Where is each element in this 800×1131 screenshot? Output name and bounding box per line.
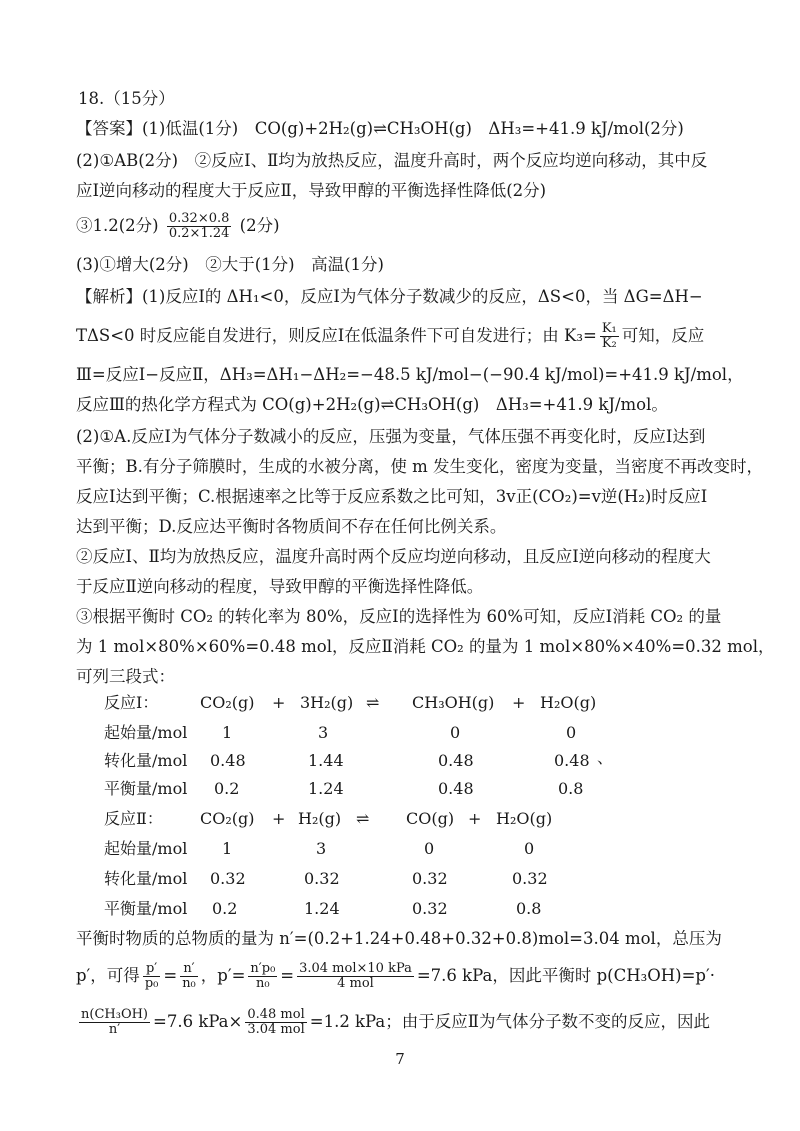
- stray-mark: 、: [597, 748, 614, 767]
- table2-cell: 1.24: [304, 899, 340, 918]
- analysis-line-11: ③根据平衡时 CO₂ 的转化率为 80%，反应Ⅰ的选择性为 60%可知，反应Ⅰ消耗 CO₂ 的量: [76, 607, 722, 626]
- table1-cell: 0.8: [558, 779, 584, 798]
- table1-cell: 0.48: [554, 751, 590, 770]
- table1-cell: 0.48: [210, 751, 246, 770]
- tail-2-a: p′，可得: [76, 966, 140, 985]
- frac-den: 3.04 mol: [247, 1022, 305, 1037]
- table1-row-label: 转化量/mol: [104, 751, 188, 770]
- table2-plus: +: [272, 809, 286, 828]
- table1-species: H₂O(g): [540, 693, 597, 712]
- table2-cell: 0.32: [210, 869, 246, 888]
- table1-plus: +: [272, 693, 286, 712]
- analysis-line-2: [76, 322, 730, 351]
- table1-row-label: 平衡量/mol: [104, 779, 188, 798]
- table2-cell: 0.2: [212, 899, 238, 918]
- analysis-line-10: 于反应Ⅱ逆向移动的程度，导致甲醇的平衡选择性降低。: [76, 577, 484, 596]
- answer-4-score: (2分): [239, 216, 280, 235]
- frac-num: n′: [180, 962, 198, 977]
- table1-row-label: 起始量/mol: [104, 723, 188, 742]
- table1-plus: +: [512, 693, 526, 712]
- frac-num: p′: [143, 962, 161, 977]
- table1-species: 3H₂(g): [300, 693, 354, 712]
- frac-den: n₀: [256, 976, 270, 991]
- frac-den: K₂: [601, 336, 617, 351]
- answer-line-1: 【答案】(1)低温(1分) CO(g)+2H₂(g)⇌CH₃OH(g) ΔH₃=+41.9 kJ/mol(2分): [76, 119, 684, 138]
- tail-2-e: =7.6 kPa，因此平衡时 p(CH₃OH)=p′·: [416, 966, 715, 985]
- tail-line-1: 平衡时物质的总物质的量为 n′=(0.2+1.24+0.48+0.32+0.8)mol=3.04 mol，总压为: [76, 929, 722, 948]
- answer-line-4: [76, 212, 730, 241]
- frac-den: n₀: [182, 976, 196, 991]
- frac-den: 0.2×1.24: [168, 226, 230, 241]
- tail-line-3: [76, 1008, 730, 1037]
- analysis-line-4: 反应Ⅲ的热化学方程式为 CO(g)+2H₂(g)⇌CH₃OH(g) ΔH₃=+41.9 kJ/mol。: [76, 395, 668, 414]
- table2-cell: 0.32: [412, 899, 448, 918]
- table2-cell: 0: [424, 839, 435, 858]
- table1-cell: 0: [450, 723, 461, 742]
- tail-3-a: =7.6 kPa×: [153, 1012, 243, 1031]
- table2-row-label: 转化量/mol: [104, 869, 188, 888]
- analysis-line-1: 【解析】(1)反应Ⅰ的 ΔH₁<0，反应Ⅰ为气体分子数减少的反应，ΔS<0，当 ΔG=ΔH−: [76, 287, 703, 306]
- table2-cell: 1: [222, 839, 233, 858]
- pressure-value-fraction: [297, 962, 414, 991]
- analysis-2-text: TΔS<0 时反应能自发进行，则反应Ⅰ在低温条件下可自发进行；由 K₃=: [76, 326, 597, 345]
- pressure-ratio-fraction: [143, 962, 161, 991]
- table2-cell: 0.32: [412, 869, 448, 888]
- table2-species: CO(g): [406, 809, 455, 828]
- tail-3-b: =1.2 kPa；由于反应Ⅱ为气体分子数不变的反应，因此: [309, 1012, 710, 1031]
- table1-cell: 0.48: [438, 779, 474, 798]
- frac-num: n′p₀: [250, 961, 276, 976]
- table2-species: H₂(g): [298, 809, 342, 828]
- table2-title: 反应Ⅱ：: [104, 809, 163, 828]
- frac-num: 0.32×0.8: [168, 211, 230, 226]
- frac-den: n′: [108, 1022, 121, 1037]
- table1-cell: 0.2: [214, 779, 240, 798]
- frac-num: 3.04 mol×10 kPa: [299, 961, 412, 976]
- table1-cell: 0: [566, 723, 577, 742]
- table2-plus: +: [468, 809, 482, 828]
- answer-line-5: (3)①增大(2分) ②大于(1分) 高温(1分): [76, 255, 384, 274]
- frac-num: n(CH₃OH): [81, 1007, 149, 1022]
- mole-ratio-fraction: [180, 962, 198, 991]
- table2-row-label: 平衡量/mol: [104, 899, 188, 918]
- analysis-line-13: 可列三段式：: [76, 667, 175, 686]
- tail-2-b: =: [163, 966, 178, 985]
- table1-cell: 1: [222, 723, 233, 742]
- table1-cell: 3: [318, 723, 329, 742]
- answer-4-text: ③1.2(2分): [76, 216, 159, 235]
- table2-row-label: 起始量/mol: [104, 839, 188, 858]
- table1-cell: 1.44: [308, 751, 344, 770]
- pressure-formula-fraction: [248, 962, 277, 991]
- table2-cell: 3: [316, 839, 327, 858]
- analysis-2-tail: 可知，反应: [621, 326, 705, 345]
- frac-den: 4 mol: [337, 976, 374, 991]
- analysis-line-3: Ⅲ=反应Ⅰ−反应Ⅱ，ΔH₃=ΔH₁−ΔH₂=−48.5 kJ/mol−(−90.4 kJ/mol)=+41.9 kJ/mol，: [76, 365, 744, 384]
- table2-cell: 0.8: [516, 899, 542, 918]
- methanol-fraction: [79, 1008, 150, 1037]
- analysis-line-12: 为 1 mol×80%×60%=0.48 mol，反应Ⅱ消耗 CO₂ 的量为 1 mol×80%×40%=0.32 mol，: [76, 637, 775, 656]
- answer-fraction: [167, 212, 232, 241]
- answer-line-3: 应Ⅰ逆向移动的程度大于反应Ⅱ，导致甲醇的平衡选择性降低(2分): [76, 181, 547, 200]
- question-number: 18.（15分）: [78, 89, 175, 108]
- table2-cell: 0.32: [512, 869, 548, 888]
- tail-2-d: =: [280, 966, 295, 985]
- table2-species: H₂O(g): [496, 809, 553, 828]
- tail-line-2: [76, 962, 730, 991]
- analysis-line-8: 达到平衡；D.反应达平衡时各物质间不存在任何比例关系。: [76, 517, 507, 536]
- k-fraction: [600, 322, 619, 351]
- table1-cell: 0.48: [438, 751, 474, 770]
- table1-species: CO₂(g): [200, 693, 255, 712]
- table2-arrow: ⇌: [356, 809, 370, 828]
- frac-num: 0.48 mol: [247, 1007, 305, 1022]
- table1-species: CH₃OH(g): [412, 693, 495, 712]
- frac-den: p₀: [144, 976, 159, 991]
- answer-line-2: (2)①AB(2分) ②反应Ⅰ、Ⅱ均为放热反应，温度升高时，两个反应均逆向移动，其中反: [76, 151, 708, 170]
- analysis-line-5: (2)①A.反应Ⅰ为气体分子数减小的反应，压强为变量，气体压强不再变化时，反应Ⅰ达到: [76, 427, 706, 446]
- analysis-line-6: 平衡；B.有分子筛膜时，生成的水被分离，使 m 发生变化，密度为变量，当密度不再改变时，: [76, 457, 764, 476]
- tail-2-c: ，p′=: [200, 966, 246, 985]
- mole-value-fraction: [245, 1008, 306, 1037]
- table1-title: 反应Ⅰ：: [104, 693, 159, 712]
- table1-cell: 1.24: [308, 779, 344, 798]
- table2-cell: 0: [524, 839, 535, 858]
- analysis-line-7: 反应Ⅰ达到平衡；C.根据速率之比等于反应系数之比可知，3v正(CO₂)=v逆(H₂)时反应Ⅰ: [76, 487, 708, 506]
- table2-species: CO₂(g): [200, 809, 255, 828]
- table1-arrow: ⇌: [366, 693, 380, 712]
- page-number: 7: [395, 1050, 405, 1068]
- frac-num: K₁: [601, 321, 617, 336]
- analysis-line-9: ②反应Ⅰ、Ⅱ均为放热反应，温度升高时两个反应均逆向移动，且反应Ⅰ逆向移动的程度大: [76, 547, 711, 566]
- table2-cell: 0.32: [304, 869, 340, 888]
